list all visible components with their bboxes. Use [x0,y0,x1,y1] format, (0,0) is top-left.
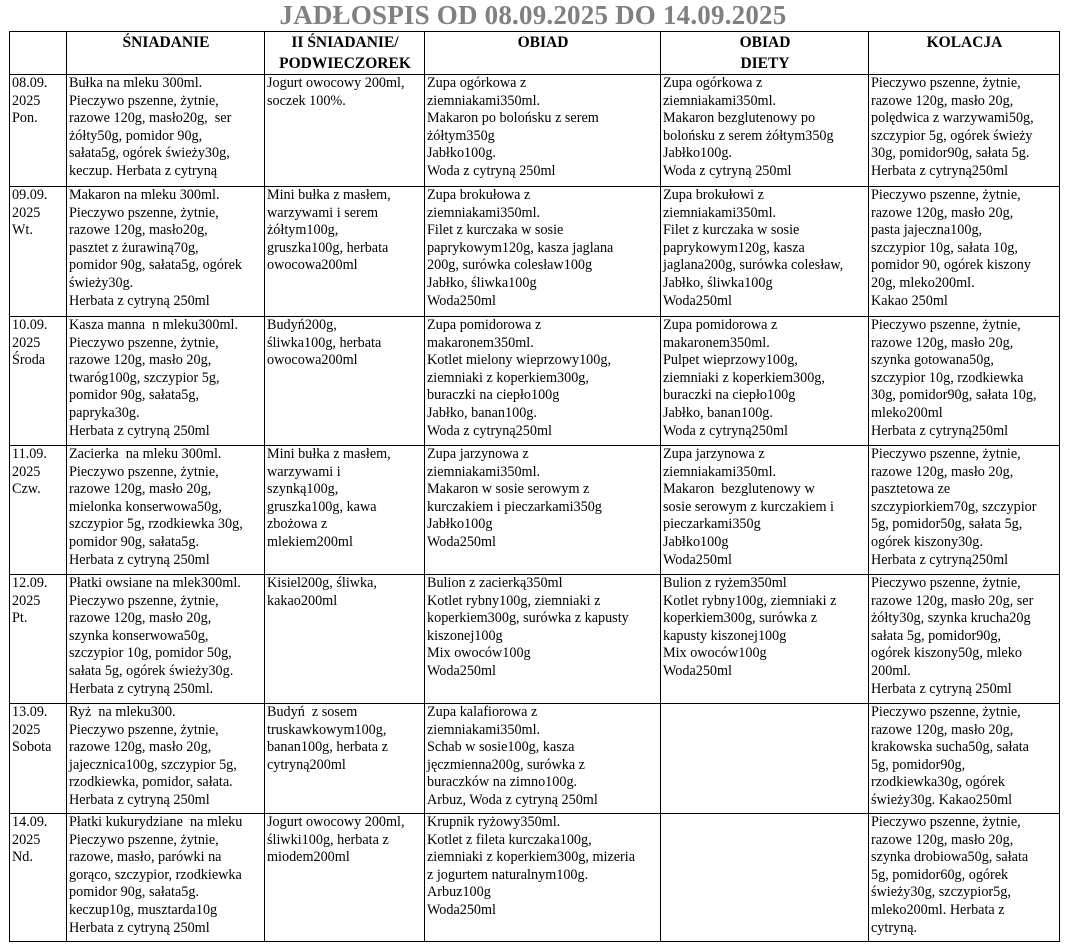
table-row [10,814,1060,942]
cell-text-line: Makaron w sosie serowym z [427,481,590,498]
cell-text-line: Woda250ml [427,292,496,309]
cell-text-line: razowe 120g, masło20g, [69,222,208,239]
header-label-line: OBIAD [517,34,569,51]
cell-text-line: 10.09. [12,317,48,333]
cell-text-line: Kasza manna n mleku300ml. [69,317,239,333]
cell-text-line: Woda z cytryną 250ml [427,162,556,179]
cell-text-line: pomidor 90g, sałata5g, ogórek [69,257,242,274]
cell-text-line: gorąco, szczypior, rzodkiewka [69,866,242,883]
cell-text-line: razowe 120g, masło 20g, [69,481,212,498]
cell-text-line: Bułka na mleku 300ml. [69,75,203,91]
cell-text-line: buraczki na ciepło100g [663,387,796,404]
cell-text-line: Herbata z cytryną 250ml [69,292,210,309]
cell-text-line: Jabłko100g [427,516,493,533]
header-ii-sniadanie [265,32,425,75]
ii-sniadanie-cell [265,704,425,814]
cell-text-line: zbożowa z [267,516,328,533]
header-obiad-diety [661,32,869,75]
cell-text-line: ziemniakami350ml. [663,92,777,109]
cell-text-line: Zacierka na mleku 300ml. [69,446,222,462]
cell-text-line: Ryż na mleku300. [69,704,176,720]
table-row [10,575,1060,704]
cell-text-line: jajecznica100g, szczypior 5g, [69,756,237,773]
cell-text-line: Jabłko100g. [427,145,496,162]
cell-text-line: Pieczywo pszenne, żytnie, [871,575,1021,591]
cell-text-line: Jogurt owocowy 200ml, [267,75,405,91]
cell-text-line: Pieczywo pszenne, żytnie, [69,204,219,221]
cell-text-line: Pieczywo pszenne, żytnie, [69,334,219,351]
cell-text-line: Pieczywo pszenne, żytnie, [69,592,219,609]
cell-text-line: Krupnik ryżowy350ml. [427,814,561,830]
table-row [10,75,1060,187]
cell-text-line: 2025 [12,463,41,480]
cell-text-line: razowe 120g, masło 20g, [69,739,212,756]
header-day [10,32,67,75]
cell-text-line: Makaron bezglutenowy po [663,110,816,127]
header-label-line: DIETY [740,55,790,72]
page-title: JADŁOSPIS OD 08.09.2025 DO 14.09.2025 [279,0,787,30]
cell-text-line: makaronem350ml. [663,334,770,351]
day-cell [10,317,67,446]
cell-text-line: Kotlet z fileta kurczaka100g, [427,831,592,848]
cell-text-line: szynką100g, [267,481,339,498]
cell-text-line: Jabłko100g. [663,145,732,162]
cell-text-line: 2025 [12,831,41,848]
cell-text-line: Pieczywo pszenne, żytnie, [871,704,1021,720]
cell-text-line: żółty30g, szynka krucha20g [871,610,1031,627]
cell-text-line: Kakao 250ml [871,292,948,309]
cell-text-line: Zupa ogórkowa z [663,75,763,91]
ii-sniadanie-cell [265,317,425,446]
cell-text-line: Jogurt owocowy 200ml, [267,814,405,830]
header-label-line: KOLACJA [926,34,1003,51]
cell-text-line: owocowa200ml [267,352,358,369]
cell-text-line: szynka drobiowa50g, sałata [871,849,1029,866]
cell-text-line: ziemniakami350ml. [427,204,541,221]
cell-text-line: sosie serowym z kurczakiem i [663,498,834,515]
cell-text-line: truskawkowym100g, [267,721,387,738]
cell-text-line: Herbata z cytryną 250ml [69,551,210,568]
cell-text-line: Kotlet mielony wieprzowy100g, [427,352,612,369]
cell-text-line: ziemniakami350ml. [427,721,541,738]
cell-text-line: Jabłko, śliwka100g [663,274,773,291]
cell-text-line: żółtym350g [427,127,495,144]
cell-text-line: szczypior 5g, rzodkiewka 30g, [69,516,243,533]
cell-text-line: Herbata z cytryną250ml [871,162,1009,179]
cell-text-line: szczypiorkiem70g, szczypior [871,498,1037,515]
cell-text-line: Pulpet wieprzowy100g, [663,352,798,369]
cell-text-line: Budyń200g, [267,317,337,333]
cell-text-line: Wt. [12,222,33,239]
cell-text-line: Herbata z cytryną 250ml. [69,680,214,697]
cell-text-line: Mini bułka z masłem, [267,446,391,462]
cell-text-line: ziemniaki z koperkiem300g, [663,369,825,386]
cell-text-line: śliwki100g, herbata z [267,831,389,848]
header-label-line: ŚNIADANIE [122,34,210,51]
cell-text-line: Pieczywo pszenne, żytnie, [871,317,1021,333]
cell-text-line: owocowa200ml [267,257,358,274]
sniadanie-cell [67,704,265,814]
cell-text-line: Czw. [12,481,41,498]
cell-text-line: Środa [12,352,46,369]
cell-text-line: razowe, masło, parówki na [69,849,222,866]
cell-text-line: Zupa ogórkowa z [427,75,527,91]
cell-text-line: Zupa brokułowi z [663,187,764,203]
cell-text-line: Bulion z ryżem350ml [663,575,787,591]
cell-text-line: sałata5g, ogórek świeży30g, [69,145,230,162]
menu-table [9,31,1060,942]
cell-text-line: buraczki na ciepło100g [427,387,560,404]
cell-text-line: Filet z kurczaka w sosie [663,222,800,239]
cell-text-line: Zupa pomidorowa z [427,317,542,333]
cell-text-line: pomidor 90g, sałata5g. [69,533,200,550]
obiad-cell [425,814,661,942]
cell-text-line: 2025 [12,721,41,738]
obiad-diety-cell [661,814,869,942]
cell-text-line: Zupa pomidorowa z [663,317,778,333]
kolacja-cell [869,575,1060,704]
sniadanie-cell [67,187,265,317]
cell-text-line: Pt. [12,610,28,627]
cell-text-line: 09.09. [12,187,48,203]
cell-text-line: rzodkiewka30g, ogórek [871,774,1005,791]
cell-text-line: Kisiel200g, śliwka, [267,575,377,591]
cell-text-line: razowe 120g, masło20g, ser [69,110,232,127]
cell-text-line: szynka konserwowa50g, [69,627,209,644]
cell-text-line: Makaron bezglutenowy w [663,481,815,498]
cell-text-line: Woda250ml [427,533,496,550]
cell-text-line: sałata 5g, pomidor90g, [871,627,1002,644]
cell-text-line: Woda250ml [427,901,496,918]
cell-text-line: 2025 [12,334,41,351]
cell-text-line: żółtym100g, [267,222,339,239]
cell-text-line: Zupa kalafiorowa z [427,704,538,720]
cell-text-line: Zupa brokułowa z [427,187,531,203]
cell-text-line: Makaron po bolońsku z serem [427,110,599,127]
cell-text-line: Herbata z cytryną 250ml [69,919,210,936]
cell-text-line: Zupa jarzynowa z [427,446,529,462]
obiad-diety-cell [661,575,869,704]
cell-text-line: pomidor 90g, sałata5g. [69,884,200,901]
cell-text-line: jęczmienna200g, surówka z [427,756,585,773]
cell-text-line: szczypior 10g, pomidor 50g, [69,645,232,662]
cell-text-line: gruszka100g, kawa [267,498,377,515]
cell-text-line: keczup10g, musztarda10g [69,901,218,918]
cell-text-line: szczypior 5g, ogórek świeży [871,127,1033,144]
cell-text-line: Mix owoców100g [427,645,531,662]
cell-text-line: 2025 [12,92,41,109]
cell-text-line: papryka30g. [69,404,140,421]
cell-text-line: bolońsku z serem żółtym350g [663,127,834,144]
cell-text-line: Jabłko, śliwka100g [427,274,537,291]
cell-text-line: Herbata z cytryną 250ml [871,680,1012,697]
cell-text-line: pomidor 90, ogórek kiszony [871,257,1031,274]
cell-text-line: Mix owoców100g [663,645,767,662]
obiad-diety-cell [661,446,869,575]
cell-text-line: ziemniakami350ml. [427,92,541,109]
cell-text-line: Pieczywo pszenne, żytnie, [69,721,219,738]
cell-text-line: twaróg100g, szczypior 5g, [69,369,220,386]
cell-text-line: świeży30g. [69,274,134,291]
cell-text-line: ziemniaki z koperkiem300g, [427,369,589,386]
cell-text-line: cytryną. [871,919,918,936]
day-cell [10,575,67,704]
obiad-diety-cell [661,75,869,187]
kolacja-cell [869,704,1060,814]
cell-text-line: Zupa jarzynowa z [663,446,765,462]
cell-text-line: paprykowym120g, kasza jaglana [427,239,614,256]
cell-text-line: pasztet z żurawiną70g, [69,239,199,256]
cell-text-line: Pieczywo pszenne, żytnie, [69,831,219,848]
menu-body [10,75,1060,942]
cell-text-line: 5g, pomidor50g, sałata 5g, [871,516,1023,533]
cell-text-line: mleko200ml [871,404,943,421]
cell-text-line: świeży30g, szczypior5g, [871,884,1011,901]
cell-text-line: Bulion z zacierką350ml [427,575,563,591]
obiad-cell [425,575,661,704]
cell-text-line: Jabłko100g [663,533,729,550]
cell-text-line: Kotlet rybny100g, ziemniaki z [663,592,837,609]
cell-text-line: paprykowym120g, kasza [663,239,805,256]
cell-text-line: razowe 120g, masło 20g, [871,334,1014,351]
cell-text-line: ziemniakami350ml. [427,463,541,480]
cell-text-line: 200g, surówka colesław100g [427,257,593,274]
cell-text-line: razowe 120g, masło 20g, [871,831,1014,848]
cell-text-line: ogórek kiszony50g, mleko [871,645,1022,662]
header-sniadanie [67,32,265,75]
header-obiad [425,32,661,75]
cell-text-line: szczypior 10g, sałata 10g, [871,239,1018,256]
cell-text-line: z jogurtem naturalnym100g. [427,866,589,883]
cell-text-line: Nd. [12,849,33,866]
kolacja-cell [869,446,1060,575]
cell-text-line: pomidor 90g, sałata5g, [69,387,200,404]
cell-text-line: żółty50g, pomidor 90g, [69,127,203,144]
table-row [10,446,1060,575]
cell-text-line: ziemniakami350ml. [663,204,777,221]
cell-text-line: kakao200ml [267,592,338,609]
cell-text-line: 11.09. [12,446,47,462]
cell-text-line: 08.09. [12,75,48,91]
table-row [10,317,1060,446]
cell-text-line: śliwka100g, herbata [267,334,382,351]
cell-text-line: jaglana200g, surówka colesław, [663,257,844,274]
cell-text-line: Pieczywo pszenne, żytnie, [69,463,219,480]
cell-text-line: warzywami i [267,463,341,480]
day-cell [10,75,67,187]
cell-text-line: ziemniakami350ml. [663,463,777,480]
cell-text-line: rzodkiewka, pomidor, sałata. [69,774,233,791]
day-cell [10,704,67,814]
sniadanie-cell [67,446,265,575]
cell-text-line: świeży30g. Kakao250ml [871,791,1013,808]
cell-text-line: keczup. Herbata z cytryną [69,162,218,179]
cell-text-line: Schab w sosie100g, kasza [427,739,575,756]
day-cell [10,446,67,575]
cell-text-line: Makaron na mleku 300ml. [69,187,220,203]
cell-text-line: razowe 120g, masło 20g, [871,204,1014,221]
sniadanie-cell [67,317,265,446]
obiad-cell [425,317,661,446]
cell-text-line: razowe 120g, masło 20g, ser [871,592,1034,609]
cell-text-line: 5g, pomidor60g, ogórek [871,866,1009,883]
cell-text-line: cytryną200ml [267,756,346,773]
cell-text-line: Pon. [12,110,38,127]
cell-text-line: ziemniaki z koperkiem300g, mizeria [427,849,636,866]
cell-text-line: Arbuz100g [427,884,491,901]
kolacja-cell [869,317,1060,446]
cell-text-line: Herbata z cytryną 250ml [69,422,210,439]
cell-text-line: Herbata z cytryną250ml [871,551,1009,568]
cell-text-line: Herbata z cytryną250ml [871,422,1009,439]
cell-text-line: Pieczywo pszenne, żytnie, [871,75,1021,91]
cell-text-line: Płatki owsiane na mlek300ml. [69,575,241,591]
cell-text-line: pasta jajeczna100g, [871,222,983,239]
ii-sniadanie-cell [265,575,425,704]
cell-text-line: soczek 100%. [267,92,346,109]
cell-text-line: 14.09. [12,814,48,830]
ii-sniadanie-cell [265,75,425,187]
cell-text-line: Mini bułka z masłem, [267,187,391,203]
cell-text-line: ogórek kiszony30g. [871,533,983,550]
cell-text-line: makaronem350ml. [427,334,534,351]
cell-text-line: szczypior 10g, rzodkiewka [871,369,1024,386]
cell-text-line: Herbata z cytryną 250ml [69,791,210,808]
cell-text-line: Jabłko, banan100g. [427,404,537,421]
cell-text-line: krakowska sucha50g, sałata [871,739,1029,756]
cell-text-line: koperkiem300g, surówka z kapusty [427,610,629,627]
header-kolacja [869,32,1060,75]
cell-text-line: miodem200ml [267,849,350,866]
cell-text-line: Sobota [12,739,52,756]
cell-text-line: kiszonej100g [427,627,503,644]
cell-text-line: mlekiem200ml [267,533,353,550]
cell-text-line: polędwica z warzywami50g, [871,110,1034,127]
kolacja-cell [869,814,1060,942]
cell-text-line: kurczakiem i pieczarkami350g [427,498,602,515]
cell-text-line: Arbuz, Woda z cytryną 250ml [427,791,598,808]
cell-text-line: Pieczywo pszenne, żytnie, [69,92,219,109]
cell-text-line: 200ml. [871,662,911,679]
cell-text-line: pasztetowa ze [871,481,951,498]
sniadanie-cell [67,575,265,704]
cell-text-line: Woda250ml [663,662,732,679]
cell-text-line: Woda z cytryną250ml [427,422,552,439]
obiad-cell [425,446,661,575]
cell-text-line: pieczarkami350g [663,516,761,533]
cell-text-line: 12.09. [12,575,48,591]
obiad-diety-cell [661,187,869,317]
obiad-cell [425,704,661,814]
cell-text-line: Pieczywo pszenne, żytnie, [871,187,1021,203]
cell-text-line: 30g, pomidor90g, sałata 10g, [871,387,1037,404]
cell-text-line: gruszka100g, herbata [267,239,389,256]
ii-sniadanie-cell [265,446,425,575]
cell-text-line: 20g, mleko200ml. [871,274,975,291]
cell-text-line: 2025 [12,204,41,221]
cell-text-line: banan100g, herbata z [267,739,388,756]
header-label-line: II ŚNIADANIE/ [291,34,399,51]
cell-text-line: 30g, pomidor90g, sałata 5g. [871,145,1030,162]
cell-text-line: Kotlet rybny100g, ziemniaki z [427,592,601,609]
day-cell [10,814,67,942]
cell-text-line: Budyń z sosem [267,704,358,720]
cell-text-line: razowe 120g, masło 20g, [871,721,1014,738]
cell-text-line: sałata 5g, ogórek świeży30g. [69,662,234,679]
cell-text-line: Woda250ml [663,551,732,568]
cell-text-line: Pieczywo pszenne, żytnie, [871,814,1021,830]
obiad-cell [425,75,661,187]
cell-text-line: 2025 [12,592,41,609]
cell-text-line: razowe 120g, masło 20g, [69,610,212,627]
header-row [10,32,1060,75]
cell-text-line: szynka gotowana50g, [871,352,994,369]
day-cell [10,187,67,317]
cell-text-line: Jabłko, banan100g. [663,404,773,421]
sniadanie-cell [67,814,265,942]
cell-text-line: kapusty kiszonej100g [663,627,787,644]
cell-text-line: Pieczywo pszenne, żytnie, [871,446,1021,462]
cell-text-line: razowe 120g, masło 20g, [69,352,212,369]
table-row [10,704,1060,814]
ii-sniadanie-cell [265,187,425,317]
kolacja-cell [869,187,1060,317]
cell-text-line: buraczków na zimno100g. [427,774,578,791]
sniadanie-cell [67,75,265,187]
cell-text-line: razowe 120g, masło 20g, [871,463,1014,480]
cell-text-line: Woda z cytryną250ml [663,422,788,439]
cell-text-line: warzywami i serem [267,204,379,221]
obiad-cell [425,187,661,317]
cell-text-line: 5g, pomidor90g, [871,756,966,773]
cell-text-line: razowe 120g, masło 20g, [871,92,1014,109]
obiad-diety-cell [661,704,869,814]
cell-text-line: Woda z cytryną 250ml [663,162,792,179]
cell-text-line: mleko200ml. Herbata z [871,901,1005,918]
header-label-line: PODWIECZOREK [279,55,411,72]
kolacja-cell [869,75,1060,187]
cell-text-line: 13.09. [12,704,48,720]
header-label-line: OBIAD [739,34,791,51]
cell-text-line: Filet z kurczaka w sosie [427,222,564,239]
cell-text-line: mielonka konserwowa50g, [69,498,222,515]
cell-text-line: Woda250ml [663,292,732,309]
ii-sniadanie-cell [265,814,425,942]
cell-text-line: Płatki kukurydziane na mleku [69,814,243,830]
table-row [10,187,1060,317]
obiad-diety-cell [661,317,869,446]
cell-text-line: Woda250ml [427,662,496,679]
cell-text-line: koperkiem300g, surówka z [663,610,818,627]
